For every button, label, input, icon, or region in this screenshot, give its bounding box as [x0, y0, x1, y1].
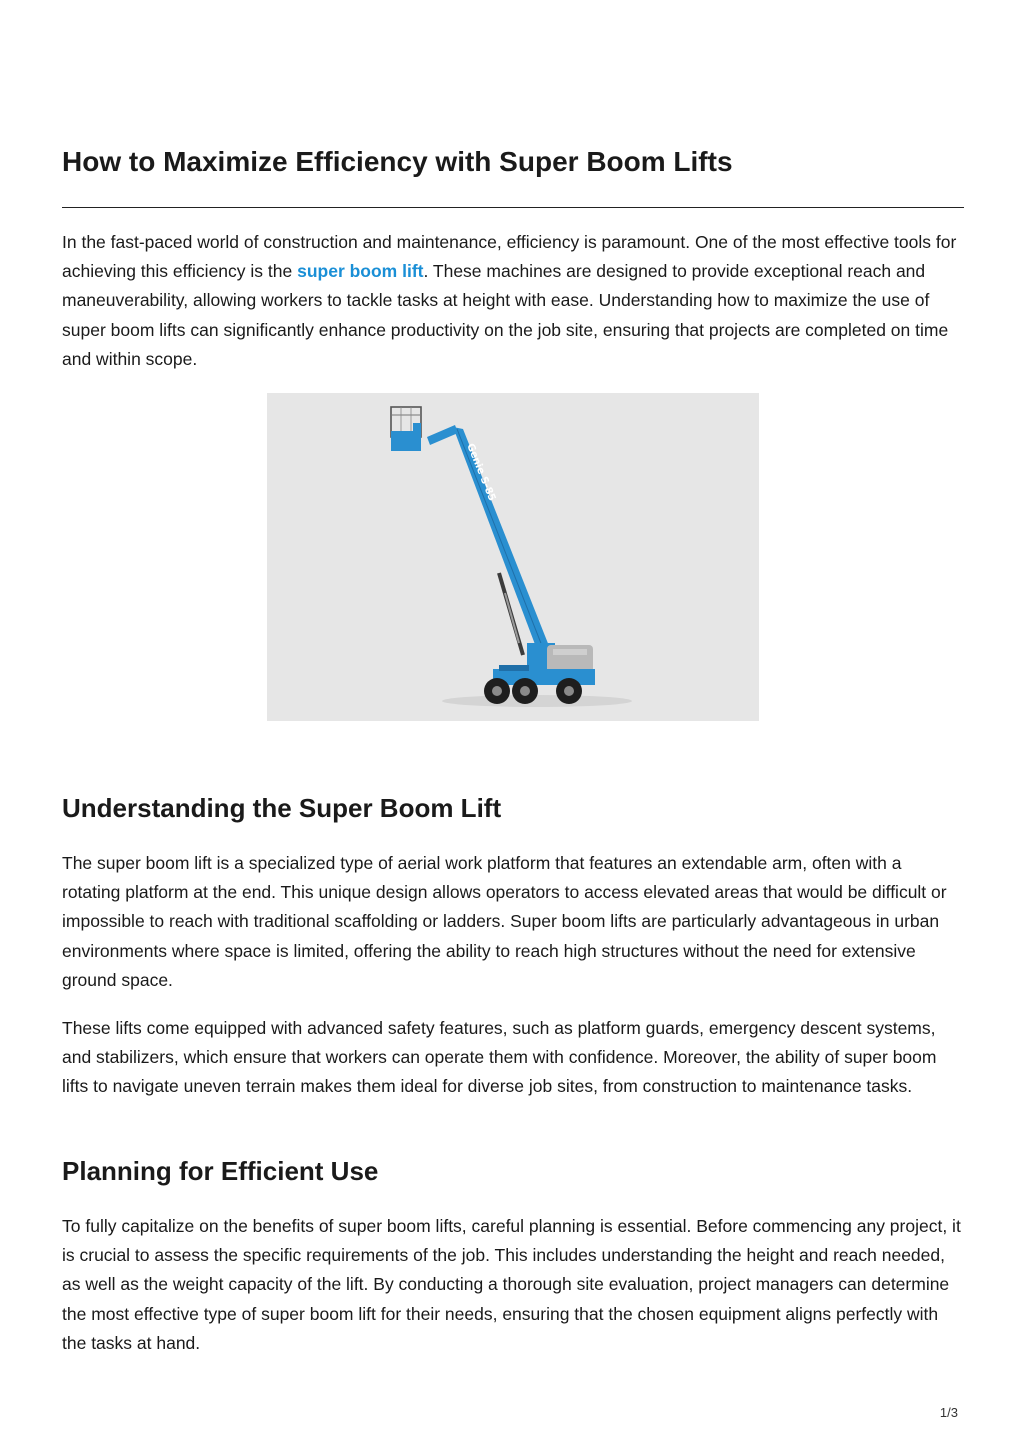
section-heading-understanding: Understanding the Super Boom Lift [62, 793, 502, 823]
section-paragraph: To fully capitalize on the benefits of super boom lifts, careful planning is essential. Before commencing any project, it is crucial to assess the specific requirements of the job. This includes understanding the height and reach needed, as well as the weight capacity of the lift. By conducting a thorough site evaluation, project managers can determine the most effective type of super boom lift for their needs, ensuring that the chosen equipment aligns perfectly with the tasks at hand. [62, 1216, 961, 1353]
boom-lift-image [267, 393, 759, 721]
title-divider [62, 207, 964, 208]
page-title: How to Maximize Efficiency with Super Boom Lifts [62, 146, 733, 177]
intro-text-after-link: . These machines are designed to provide exceptional reach and maneuverability, allowing workers to tackle tasks at height with ease. Understanding how to maximize the use of super boom lifts can significantly enhance productivity on the job site, ensuring that projects are completed on time and within scope. [62, 261, 949, 369]
boom-label: Genie S-85 [464, 442, 498, 503]
section-paragraph: These lifts come equipped with advanced safety features, such as platform guards, emergency descent systems, and stabilizers, which ensure that workers can operate them with confidence. Moreover, the ability of super boom lifts to navigate uneven terrain makes them ideal for diverse job sites, from construction to maintenance tasks. [62, 1018, 937, 1097]
section-paragraph: The super boom lift is a specialized type of aerial work platform that features an extendable arm, often with a rotating platform at the end. This unique design allows operators to access elevated areas that would be difficult or impossible to reach with traditional scaffolding or ladders. Super boom lifts are particularly advantageous in urban environments where space is limited, offering the ability to reach high structures without the need for extensive ground space. [62, 853, 947, 990]
lift-wheels [484, 678, 582, 704]
platform-basket [391, 407, 421, 451]
section-heading-planning: Planning for Efficient Use [62, 1156, 379, 1186]
intro-text-before-link: In the fast-paced world of construction and maintenance, efficiency is paramount. One of the most effective tools for achieving this efficiency is the [62, 232, 957, 282]
intro-paragraph [62, 228, 964, 374]
super-boom-lift-link[interactable]: super boom lift [297, 261, 424, 282]
page-number: 1/3 [939, 1405, 958, 1420]
